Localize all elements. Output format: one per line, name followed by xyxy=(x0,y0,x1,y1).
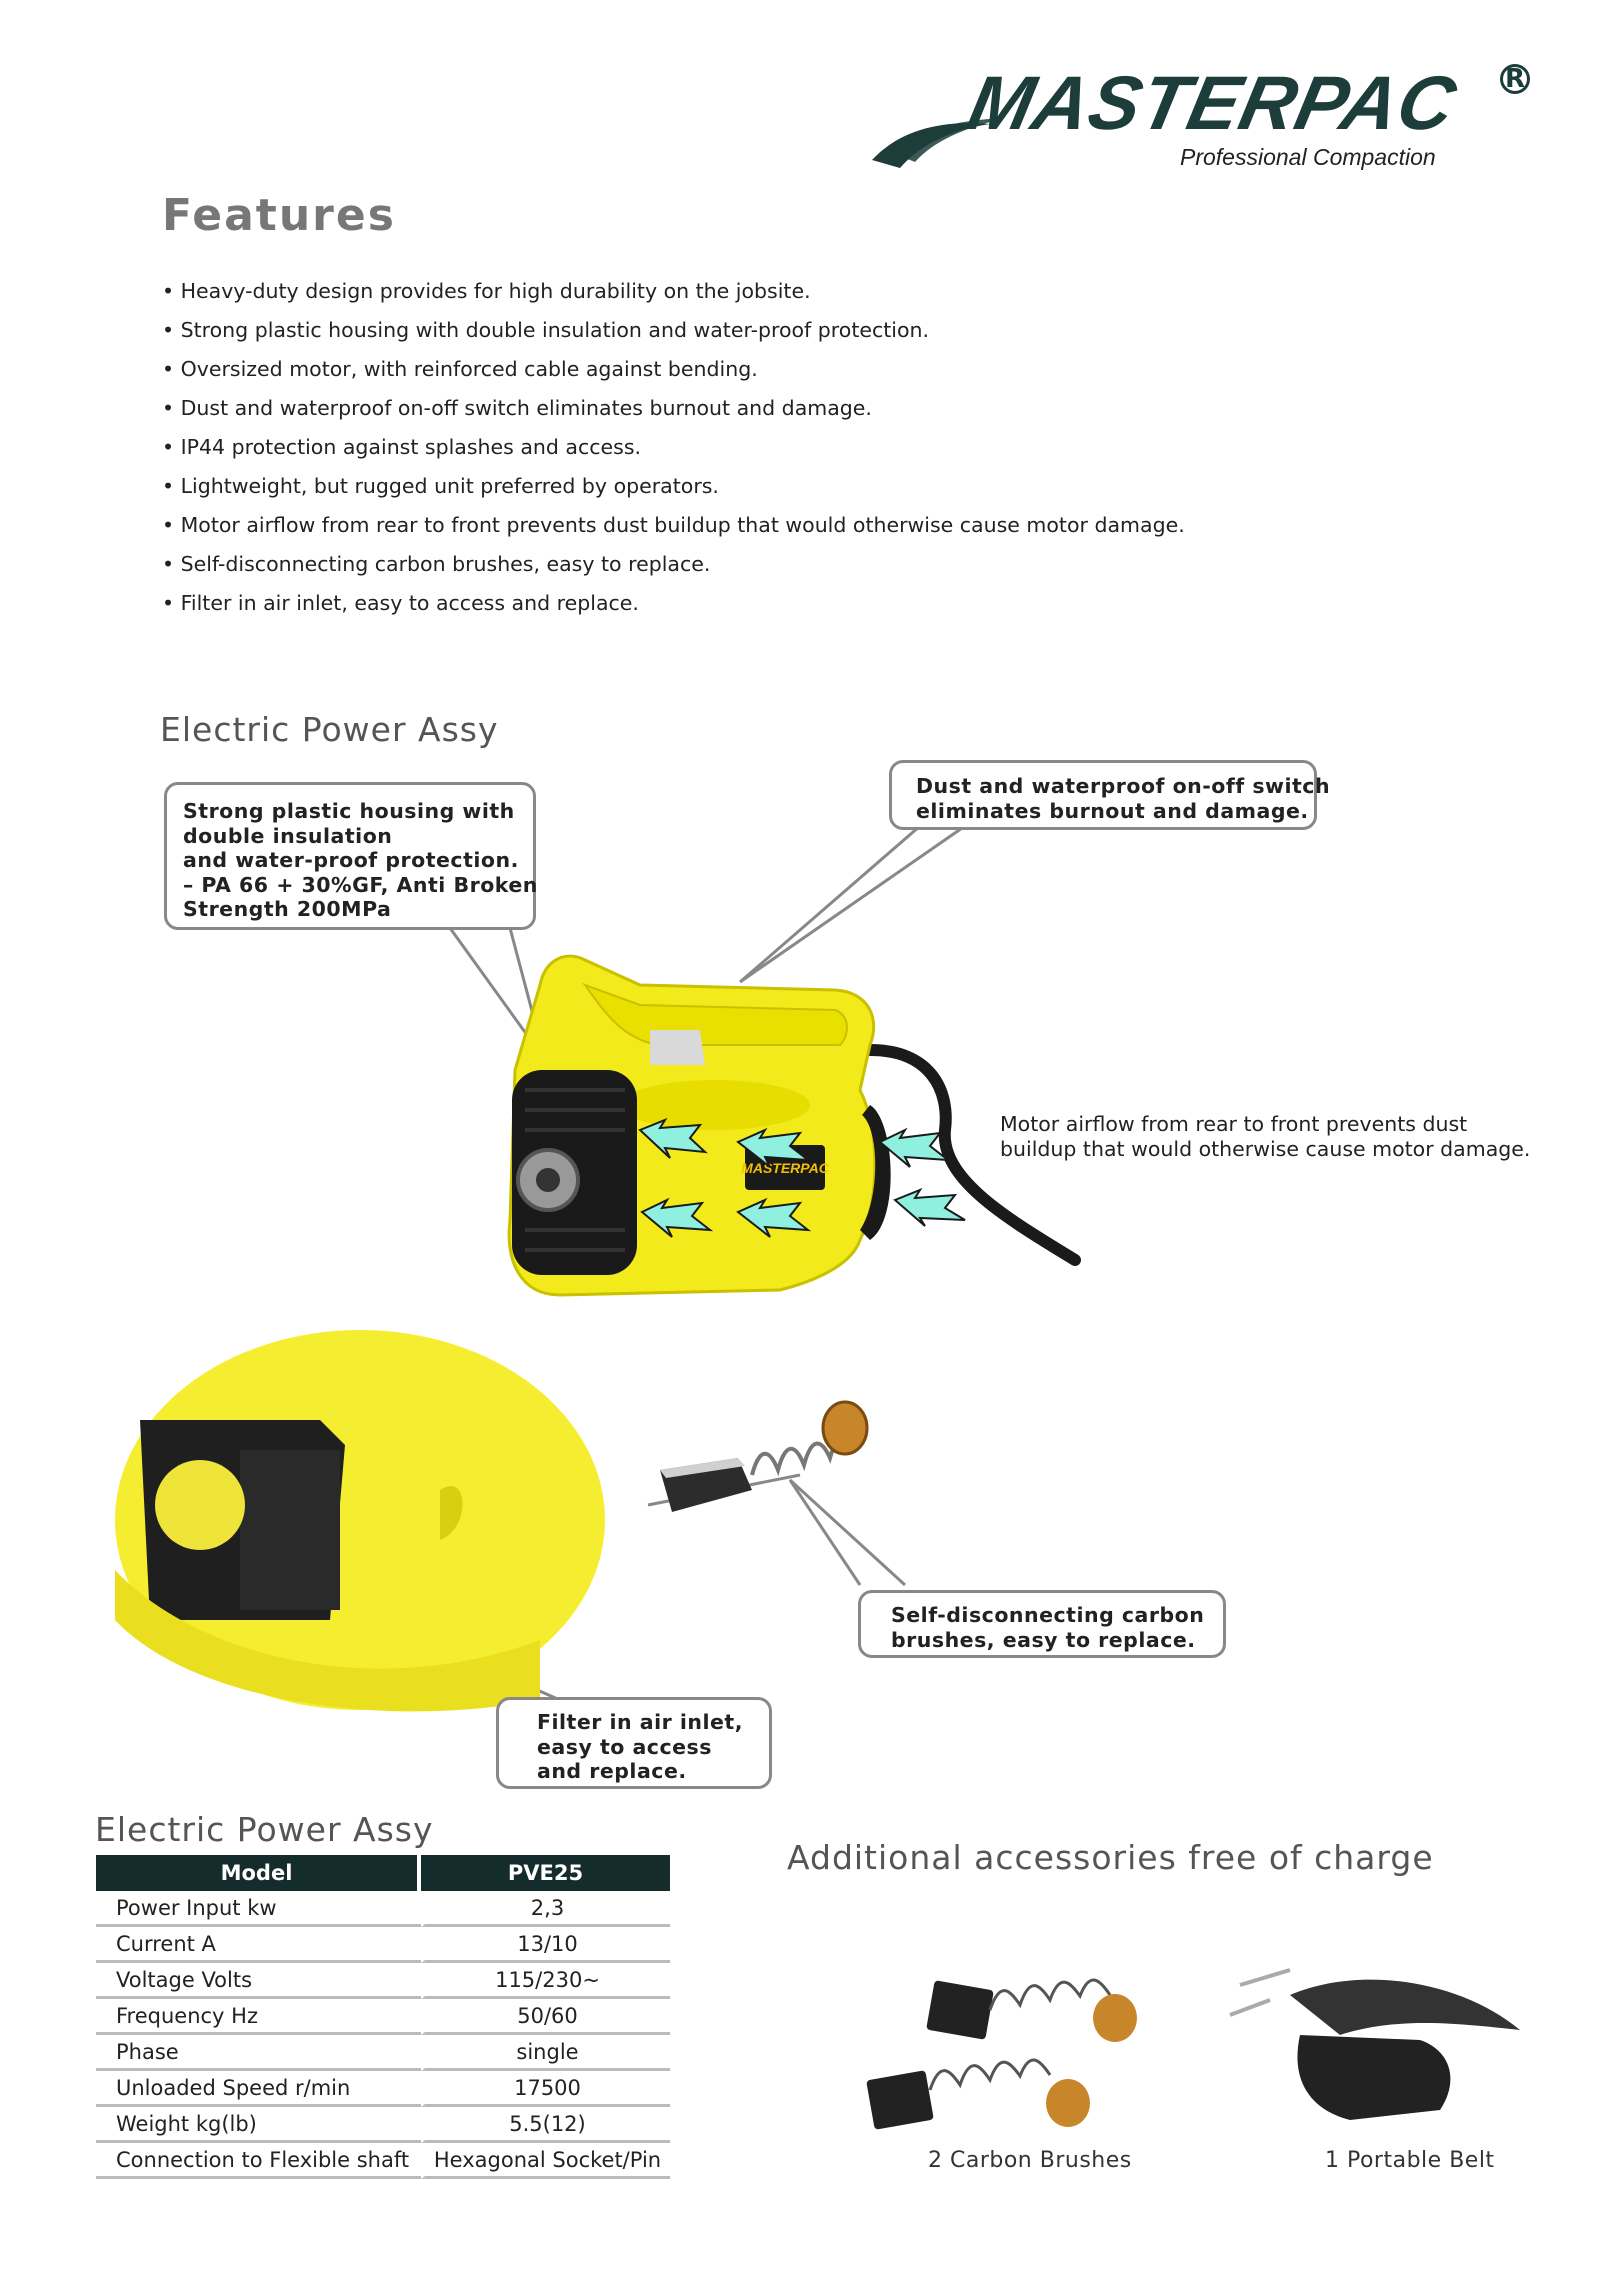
logo-tagline: Professional Compaction xyxy=(1180,144,1436,170)
table-row xyxy=(96,1999,670,2035)
accessory-label-belt: 1 Portable Belt xyxy=(1325,2148,1495,2173)
spec-label: Weight kg(lb) xyxy=(96,2107,421,2143)
callout-line: Filter in air inlet, xyxy=(537,1710,744,1734)
logo-wordmark: MASTERPAC xyxy=(960,61,1464,146)
spec-label: Voltage Volts xyxy=(96,1963,421,1999)
callout-line: double insulation xyxy=(183,823,393,848)
filter-callout xyxy=(496,1697,772,1789)
table-row xyxy=(96,2071,670,2107)
switch-callout xyxy=(889,760,1331,830)
feature-item: • Strong plastic housing with double insulation and water-proof protection. xyxy=(162,311,1185,350)
spec-label: Phase xyxy=(96,2035,421,2071)
filter-foam xyxy=(240,1450,340,1610)
callout-line: eliminates burnout and damage. xyxy=(916,798,1309,823)
feature-item: • Filter in air inlet, easy to access and replace. xyxy=(162,584,1185,623)
header-pve25: PVE25 xyxy=(421,1855,670,1891)
table-row xyxy=(96,2035,670,2071)
brushes-callout xyxy=(858,1590,1226,1658)
spec-label: Connection to Flexible shaft xyxy=(96,2143,421,2179)
callout-line: Dust and waterproof on-off switch xyxy=(916,774,1331,798)
spec-value: 13/10 xyxy=(421,1927,670,1963)
assy-section-title: Electric Power Assy xyxy=(160,710,499,749)
table-row xyxy=(96,1891,670,1927)
table-row xyxy=(96,1927,670,1963)
accessory-label-brushes: 2 Carbon Brushes xyxy=(928,2148,1132,2173)
accessories-title: Additional accessories free of charge xyxy=(787,1838,1434,1877)
spec-section-title: Electric Power Assy xyxy=(95,1810,434,1849)
header-model: Model xyxy=(96,1855,421,1891)
registered-mark: R xyxy=(1500,64,1530,94)
feature-item: • Dust and waterproof on-off switch eliminates burnout and damage. xyxy=(162,389,1185,428)
brushes-callout-pointer xyxy=(790,1480,905,1585)
table-row xyxy=(96,1963,670,1999)
table-header-row xyxy=(96,1855,670,1891)
spec-value: 115/230~ xyxy=(421,1963,670,1999)
feature-item: • IP44 protection against splashes and access. xyxy=(162,428,1185,467)
housing-callout xyxy=(164,782,536,930)
feature-item: • Lightweight, but rugged unit preferred by operators. xyxy=(162,467,1185,506)
feature-item: • Motor airflow from rear to front prevents dust buildup that would otherwise cause motor damage. xyxy=(162,506,1185,545)
spec-label: Unloaded Speed r/min xyxy=(96,2071,421,2107)
carbon-brush-icon xyxy=(660,1402,867,1512)
spec-label: Current A xyxy=(96,1927,421,1963)
callout-line: and water-proof protection. xyxy=(183,848,519,872)
table-row xyxy=(96,2107,670,2143)
callout-line: and replace. xyxy=(537,1759,687,1783)
spec-value: single xyxy=(421,2035,670,2071)
table-row xyxy=(96,2143,670,2179)
callout-line: brushes, easy to replace. xyxy=(891,1627,1196,1652)
motor-front-face xyxy=(512,1070,637,1275)
feature-item: • Heavy-duty design provides for high durability on the jobsite. xyxy=(162,272,1185,311)
callout-line: Strength 200MPa xyxy=(183,897,392,921)
spec-label: Frequency Hz xyxy=(96,1999,421,2035)
spec-table xyxy=(96,1855,670,2179)
accessory-carbon-brushes xyxy=(866,1980,1137,2130)
callout-line: easy to access xyxy=(537,1734,712,1759)
spec-value: Hexagonal Socket/Pin xyxy=(421,2143,670,2179)
spec-value: 2,3 xyxy=(421,1891,670,1927)
features-title: Features xyxy=(162,190,396,241)
feature-item: • Self-disconnecting carbon brushes, easy to replace. xyxy=(162,545,1185,584)
note-line: Motor airflow from rear to front prevents dust xyxy=(1000,1112,1468,1136)
belt-icon xyxy=(1230,1970,1520,2120)
product-badge-label: MASTERPAC xyxy=(741,1160,829,1176)
spec-value: 50/60 xyxy=(421,1999,670,2035)
spec-label: Power Input kw xyxy=(96,1891,421,1927)
switch-callout-pointer xyxy=(740,826,965,982)
airflow-note xyxy=(1000,1112,1530,1161)
spec-value: 5.5(12) xyxy=(421,2107,670,2143)
feature-item: • Oversized motor, with reinforced cable against bending. xyxy=(162,350,1185,389)
callout-line: Self-disconnecting carbon xyxy=(891,1603,1205,1627)
spec-value: 17500 xyxy=(421,2071,670,2107)
callout-line: – PA 66 + 30%GF, Anti Broken xyxy=(183,872,538,897)
callout-line: Strong plastic housing with xyxy=(183,799,515,823)
filter-closeup xyxy=(115,1330,605,1711)
note-line: buildup that would otherwise cause motor damage. xyxy=(1000,1136,1531,1161)
